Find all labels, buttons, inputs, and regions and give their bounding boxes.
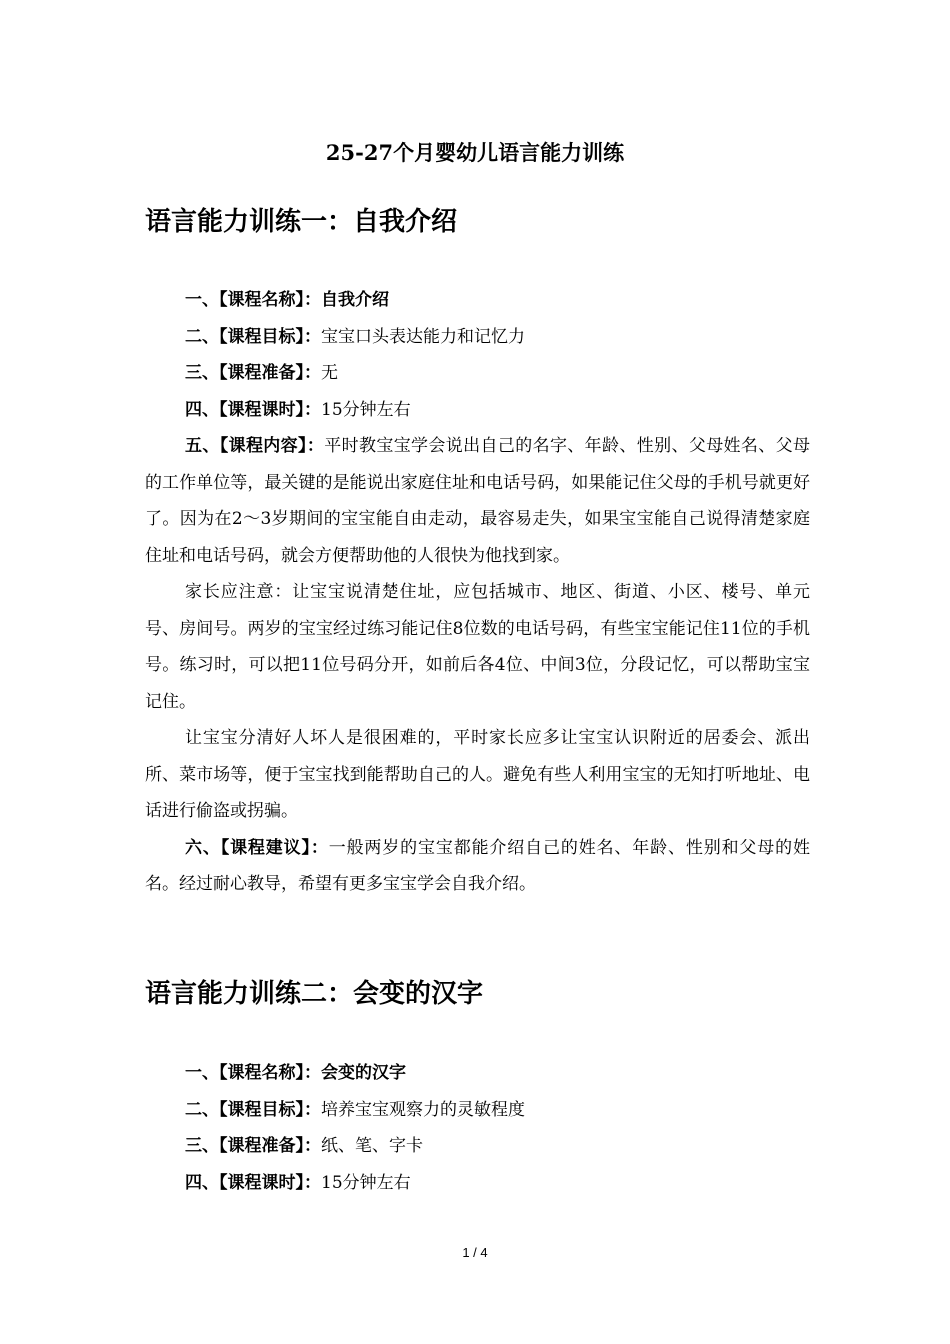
course-name-label: 一、【课程名称】： (185, 290, 321, 310)
section-1-content (145, 282, 810, 903)
course-name-value: 自我介绍 (321, 290, 389, 310)
course-name-item (145, 282, 810, 319)
course-prep-label: 三、【课程准备】： (185, 1136, 321, 1156)
section-2-content (145, 1055, 810, 1201)
course-goal-value: 培养宝宝观察力的灵敏程度 (321, 1099, 525, 1120)
parent-note-paragraph: 家长应注意：让宝宝说清楚住址，应包括城市、地区、街道、小区、楼号、单元号、房间号。两岁的宝宝经过练习能记住8位数的电话号码，有些宝宝能记住11位的手机号。练习时，可以把11位号码分开，如前后各4位、中间3位，分段记忆，可以帮助宝宝记住。 (145, 582, 810, 712)
document-title: 25-27个月婴幼儿语言能力训练 (325, 140, 625, 165)
course-content-item (145, 428, 810, 574)
safety-paragraph: 让宝宝分清好人坏人是很困难的，平时家长应多让宝宝认识附近的居委会、派出所、菜市场等，便于宝宝找到能帮助自己的人。避免有些人利用宝宝的无知打听地址、电话进行偷盗或拐骗。 (145, 728, 810, 821)
course-content-label: 五、【课程内容】： (185, 436, 325, 456)
course-name-label: 一、【课程名称】： (185, 1063, 321, 1083)
course-duration-item (145, 392, 810, 429)
course-goal-item (145, 1092, 810, 1129)
course-prep-value: 纸、笔、字卡 (321, 1136, 423, 1156)
course-duration-label: 四、【课程课时】： (185, 1172, 321, 1193)
course-prep-item (145, 1128, 810, 1165)
course-duration-value: 15分钟左右 (321, 399, 411, 420)
course-duration-value: 15分钟左右 (321, 1172, 411, 1193)
course-prep-item (145, 355, 810, 392)
course-advice-value: 一般两岁的宝宝都能介绍自己的姓名、年龄、性别和父母的姓名。经过耐心教导，希望有更多宝宝学会自我介绍。 (145, 837, 811, 894)
course-prep-label: 三、【课程准备】： (185, 363, 321, 383)
course-advice-item (145, 830, 810, 903)
section-2-heading: 语言能力训练二：会变的汉字 (145, 979, 484, 1009)
course-duration-label: 四、【课程课时】： (185, 399, 321, 420)
course-goal-label: 二、【课程目标】： (185, 1099, 321, 1120)
course-prep-value: 无 (321, 363, 338, 383)
course-advice-label: 六、【课程建议】： (185, 837, 329, 858)
section-1-heading: 语言能力训练一：自我介绍 (145, 207, 458, 237)
course-content-value: 平时教宝宝学会说出自己的名字、年龄、性别、父母姓名、父母的工作单位等，最关键的是能说出家庭住址和电话号码，如果能记住父母的手机号就更好了。因为在2～3岁期间的宝宝能自由走动，最容易走失，如果宝宝能自己说得清楚家庭住址和电话号码，就会方便帮助他的人很快为他找到家。 (145, 436, 810, 566)
course-goal-value: 宝宝口头表达能力和记忆力 (321, 326, 525, 347)
course-goal-item (145, 319, 810, 356)
course-goal-label: 二、【课程目标】： (185, 326, 321, 347)
course-name-value: 会变的汉字 (321, 1063, 406, 1083)
course-duration-item (145, 1165, 810, 1202)
page-number: 1 / 4 (462, 1245, 488, 1260)
course-name-item (145, 1055, 810, 1092)
